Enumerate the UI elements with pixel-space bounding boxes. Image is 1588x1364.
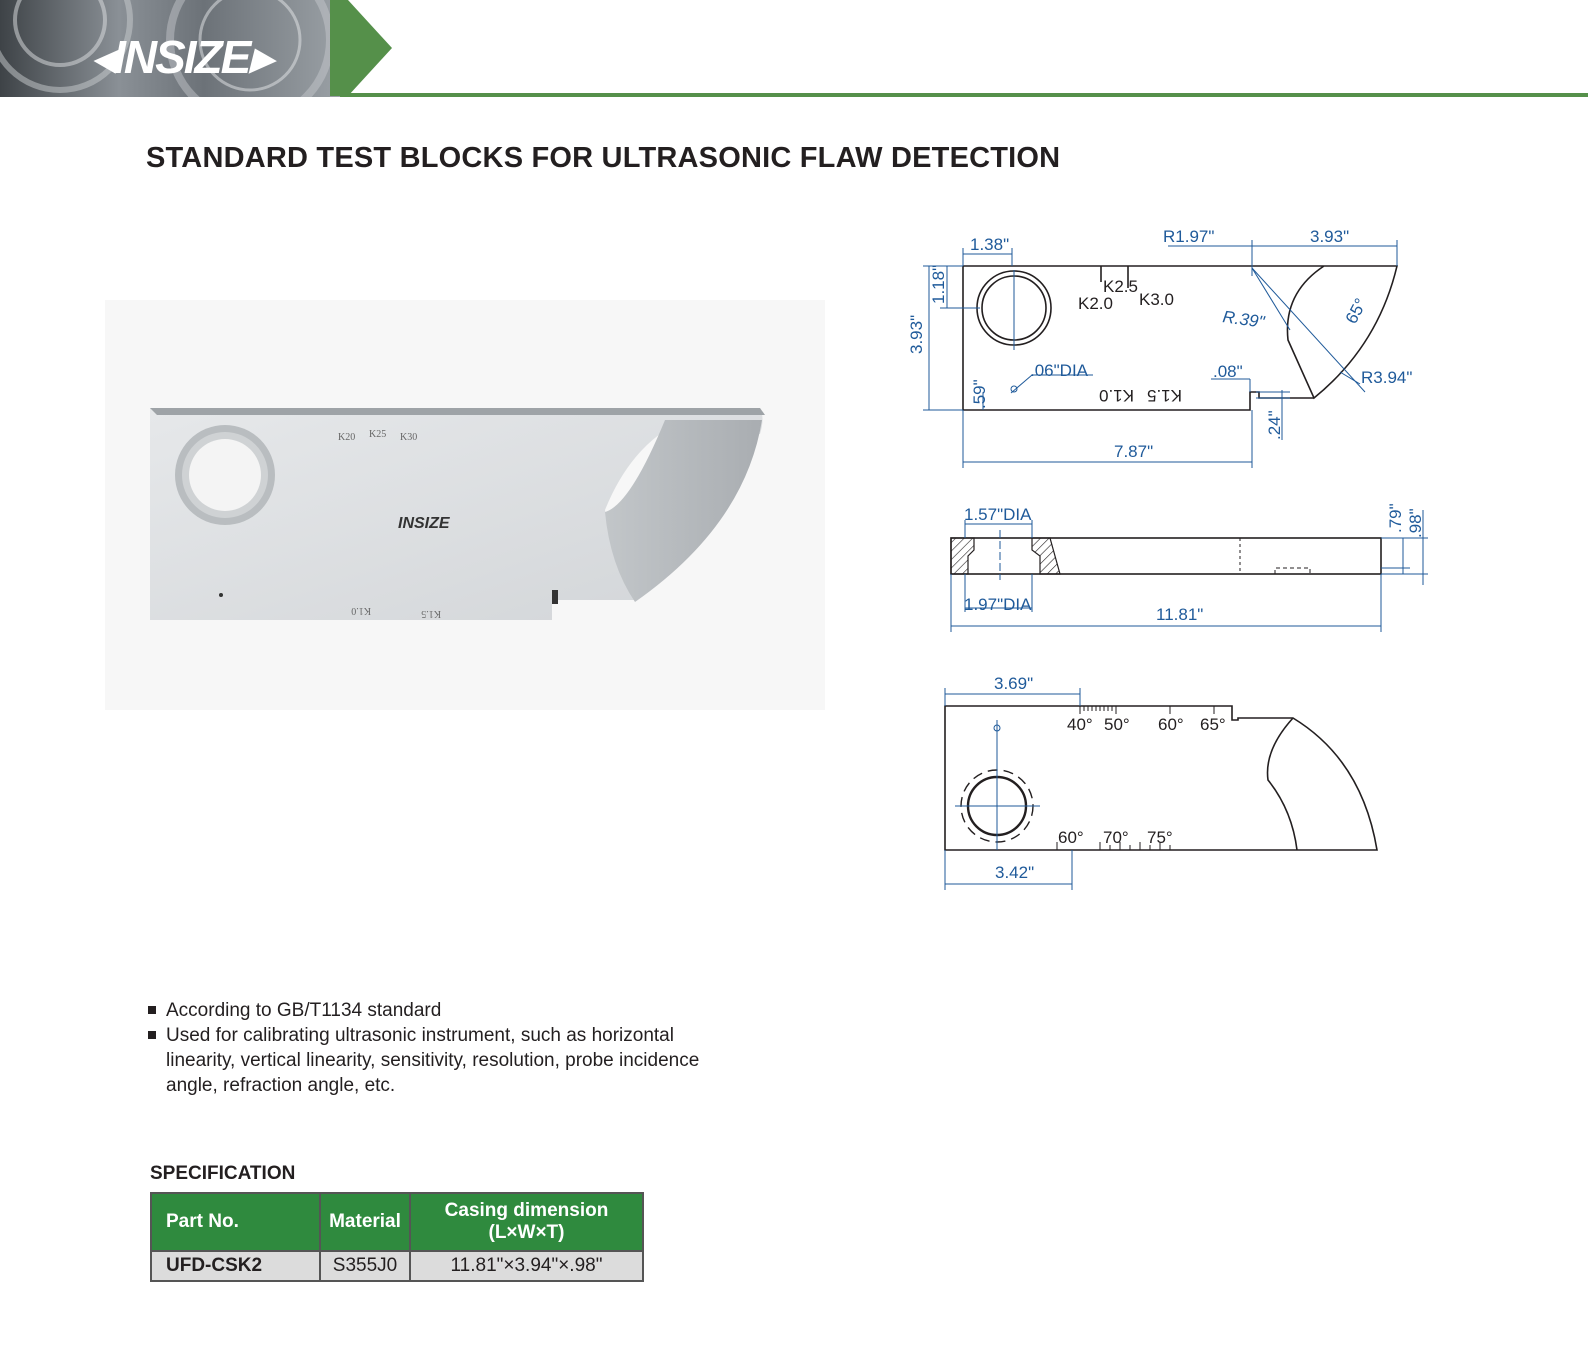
- dim-3-69: 3.69": [994, 674, 1034, 693]
- angle-75: 75°: [1147, 828, 1173, 847]
- dim-3-93-top: 3.93": [1310, 227, 1350, 246]
- dim-24: .24": [1265, 410, 1284, 440]
- angle-50: 50°: [1104, 715, 1130, 734]
- dim-7-87: 7.87": [1114, 442, 1154, 461]
- dim-r-39: R.39": [1221, 307, 1266, 332]
- mark-k2-5: K2.5: [1103, 277, 1138, 296]
- specification-title: SPECIFICATION: [150, 1163, 296, 1184]
- cell-material: S355J0: [320, 1251, 410, 1281]
- dim-3-42: 3.42": [995, 863, 1035, 882]
- feature-list: [146, 998, 706, 1098]
- drawing2-outline: [951, 538, 1381, 574]
- brand-arrow-left-icon: ◂: [92, 31, 114, 83]
- dim-1-97-dia: 1.97"DIA: [964, 595, 1032, 614]
- mark-k1-0: K1.0: [1099, 386, 1134, 405]
- mark-k3-0: K3.0: [1139, 290, 1174, 309]
- table-row: [151, 1251, 643, 1281]
- cell-part-no: UFD-CSK2: [151, 1251, 320, 1281]
- angle-60-top: 60°: [1158, 715, 1184, 734]
- photo-mark-k10: K1.0: [351, 605, 371, 616]
- page-title: STANDARD TEST BLOCKS FOR ULTRASONIC FLAW DETECTION: [146, 142, 1061, 174]
- mark-k2-0: K2.0: [1078, 294, 1113, 313]
- drawing3-inner-curve: [1268, 718, 1297, 850]
- dim-06-dia: .06"DIA: [1030, 361, 1089, 380]
- dim-59: .59": [970, 379, 989, 409]
- dim-3-93-left: 3.93": [907, 314, 926, 354]
- dim-1-57-dia: 1.57"DIA: [964, 505, 1032, 524]
- photo-mark-k15: K1.5: [421, 608, 441, 619]
- angle-70: 70°: [1103, 828, 1129, 847]
- dim-08: .08": [1213, 362, 1243, 381]
- angle-40: 40°: [1067, 715, 1093, 734]
- feature-item: Used for calibrating ultrasonic instrument, such as horizontal linearity, vertical linearity, sensitivity, resolution, probe incidence angle, refraction angle, etc.: [146, 1023, 706, 1098]
- dim-1-38: 1.38": [970, 235, 1010, 254]
- header-casing-dimension: Casing dimension (L×W×T): [410, 1193, 643, 1251]
- feature-item: According to GB/T1134 standard: [146, 998, 706, 1023]
- photo-mark-k25: K25: [369, 429, 387, 440]
- photo-mark-k20: K20: [338, 432, 356, 443]
- dim-r1-97: R1.97": [1163, 227, 1215, 246]
- angle-65: 65°: [1341, 295, 1371, 327]
- table-header-row: [151, 1193, 643, 1251]
- angle-65-top: 65°: [1200, 715, 1226, 734]
- cell-casing-dimension: 11.81"×3.94"×.98": [410, 1251, 643, 1281]
- header-material: Material: [320, 1193, 410, 1251]
- dim-98: .98": [1406, 508, 1425, 538]
- dim-79: .79": [1386, 503, 1405, 533]
- photo-block-logo: INSIZE: [398, 515, 450, 532]
- dim-1-18: 1.18": [929, 264, 948, 304]
- dim-11-81: 11.81": [1156, 605, 1204, 624]
- brand-logo: ◂INSIZE▸: [92, 31, 271, 83]
- angle-60-bottom: 60°: [1058, 828, 1084, 847]
- specification-table: [150, 1192, 644, 1282]
- mark-k1-5: K1.5: [1147, 386, 1182, 405]
- brand-arrow-right-icon: ▸: [249, 31, 271, 83]
- photo-mark-k30: K30: [400, 432, 418, 443]
- dim-r3-94: R3.94": [1361, 368, 1413, 387]
- header-part-no: Part No.: [151, 1193, 320, 1251]
